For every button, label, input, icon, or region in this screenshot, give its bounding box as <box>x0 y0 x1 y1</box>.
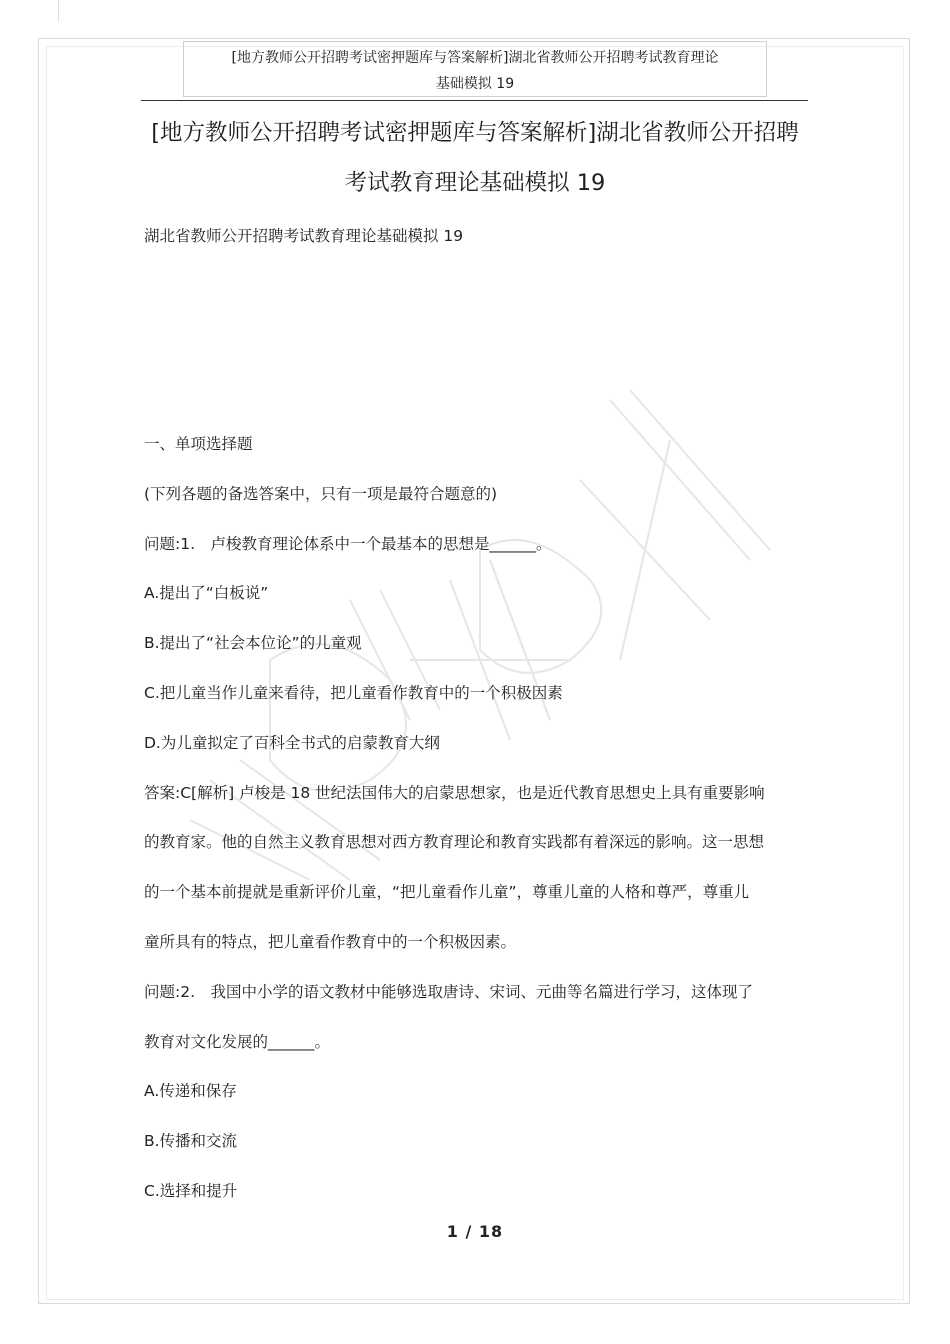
crop-mark <box>58 0 59 22</box>
running-header <box>183 41 767 97</box>
question-2-option-b: B.传播和交流 <box>144 1132 238 1151</box>
question-1-option-d: D.为儿童拟定了百科全书式的启蒙教育大纲 <box>144 733 440 752</box>
section-heading: 一、单项选择题 <box>144 435 253 453</box>
question-1-option-a: A.提出了“白板说” <box>144 584 269 603</box>
question-1-option-c: C.把儿童当作儿童来看待，把儿童看作教育中的一个积极因素 <box>144 683 563 702</box>
document-body <box>144 420 810 1217</box>
question-1-option-b: B.提出了“社会本位论”的儿童观 <box>144 634 362 653</box>
document-title <box>141 108 809 208</box>
question-1-answer-line-4: 童所具有的特点，把儿童看作教育中的一个积极因素。 <box>144 932 517 951</box>
document-title-line-1: [地方教师公开招聘考试密押题库与答案解析]湖北省教师公开招聘 <box>151 120 799 146</box>
question-1-answer-line-3: 的一个基本前提就是重新评价儿童，“把儿童看作儿童”，尊重儿童的人格和尊严，尊重儿 <box>144 883 750 902</box>
question-2-option-a: A.传递和保存 <box>144 1082 237 1101</box>
page-number: 1 / 18 <box>446 1222 504 1241</box>
question-1-answer-line-1: 答案:C[解析] 卢梭是 18 世纪法国伟大的启蒙思想家，也是近代教育思想史上具有重要影响 <box>144 783 765 802</box>
running-header-line-2: 基础模拟 19 <box>435 76 515 92</box>
document-subtitle: 湖北省教师公开招聘考试教育理论基础模拟 19 <box>144 227 464 245</box>
question-2-stem-line-1: 问题:2. 我国中小学的语文教材中能够选取唐诗、宋词、元曲等名篇进行学习，这体现了 <box>144 982 754 1001</box>
document-title-line-2: 考试教育理论基础模拟 19 <box>344 170 606 196</box>
running-header-line-1: [地方教师公开招聘考试密押题库与答案解析]湖北省教师公开招聘考试教育理论 <box>231 50 719 66</box>
question-1-stem: 问题:1. 卢梭教育理论体系中一个最基本的思想是______。 <box>144 534 552 553</box>
question-2-option-c: C.选择和提升 <box>144 1181 238 1200</box>
question-1-answer-line-2: 的教育家。他的自然主义教育思想对西方教育理论和教育实践都有着深远的影响。这一思想 <box>144 833 765 852</box>
question-2-stem-line-2: 教育对文化发展的______。 <box>144 1032 331 1051</box>
section-instruction: (下列各题的备选答案中，只有一项是最符合题意的) <box>144 484 498 503</box>
header-divider <box>141 100 808 101</box>
